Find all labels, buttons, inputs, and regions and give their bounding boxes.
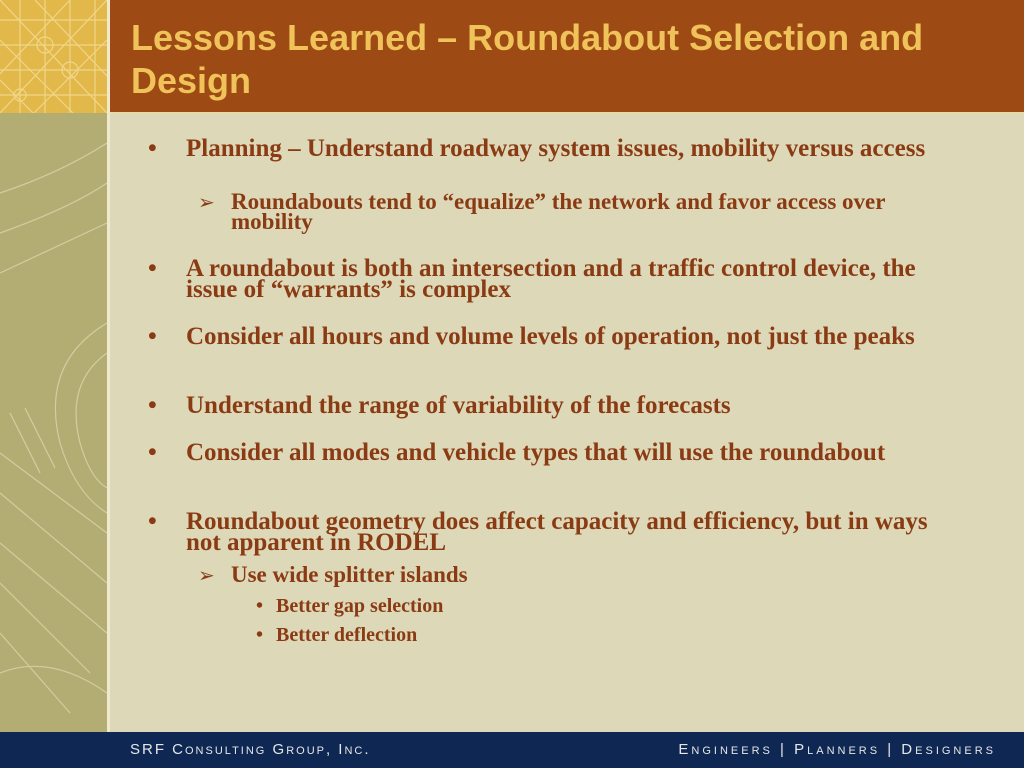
sub-sub-bullet-text: Better deflection (276, 624, 418, 646)
company-tagline: Engineers | Planners | Designers (678, 741, 996, 758)
bullet-dot: • (148, 255, 157, 282)
sub-sub-bullet-text: Better gap selection (276, 595, 444, 617)
sub-bullet-text: Use wide splitter islands (231, 562, 468, 587)
sub-bullet-item (198, 189, 951, 234)
sub-sub-bullet-item (256, 595, 876, 617)
bullet-dot: • (256, 595, 264, 617)
sub-sub-bullet-item (256, 624, 876, 646)
bullet-dot: • (256, 624, 264, 646)
bullet-text: Consider all hours and volume levels of operation, not just the peaks (186, 323, 915, 350)
bullet-dot: • (148, 323, 157, 350)
sub-bullet-text: Roundabouts tend to “equalize” the network and favor access over mobility (231, 189, 886, 234)
bullet-item (148, 135, 956, 162)
sub-bullet-item (198, 562, 951, 587)
bullet-dot: • (148, 135, 157, 162)
bullet-item (148, 439, 956, 466)
bullet-text: Planning – Understand roadway system issues, mobility versus access (186, 135, 926, 162)
bullet-text: Roundabout geometry does affect capacity and efficiency, but in ways not apparent in RODEL (186, 508, 928, 556)
company-name: SRF Consulting Group, Inc. (130, 741, 371, 758)
arrow-bullet-icon: ➢ (198, 563, 215, 587)
bullet-text: Understand the range of variability of the forecasts (186, 392, 731, 419)
bullet-dot: • (148, 508, 157, 535)
decorative-pattern (0, 0, 107, 113)
bullet-item (148, 323, 956, 350)
decorative-panel-top (0, 0, 107, 113)
slide-title: Lessons Learned – Roundabout Selection and Design (131, 17, 924, 101)
decorative-panel-bottom (0, 113, 107, 732)
bullet-dot: • (148, 392, 157, 419)
roadway-sketch (0, 113, 107, 732)
bullet-item (148, 508, 956, 556)
bullet-text: Consider all modes and vehicle types that will use the roundabout (186, 439, 886, 466)
bullet-dot: • (148, 439, 157, 466)
bullet-item (148, 255, 956, 303)
bullet-item (148, 392, 956, 419)
footer-bar (0, 732, 1024, 768)
bullet-text: A roundabout is both an intersection and a traffic control device, the issue of “warrants” is complex (186, 255, 916, 303)
slide-content (110, 114, 1024, 732)
arrow-bullet-icon: ➢ (198, 190, 215, 214)
